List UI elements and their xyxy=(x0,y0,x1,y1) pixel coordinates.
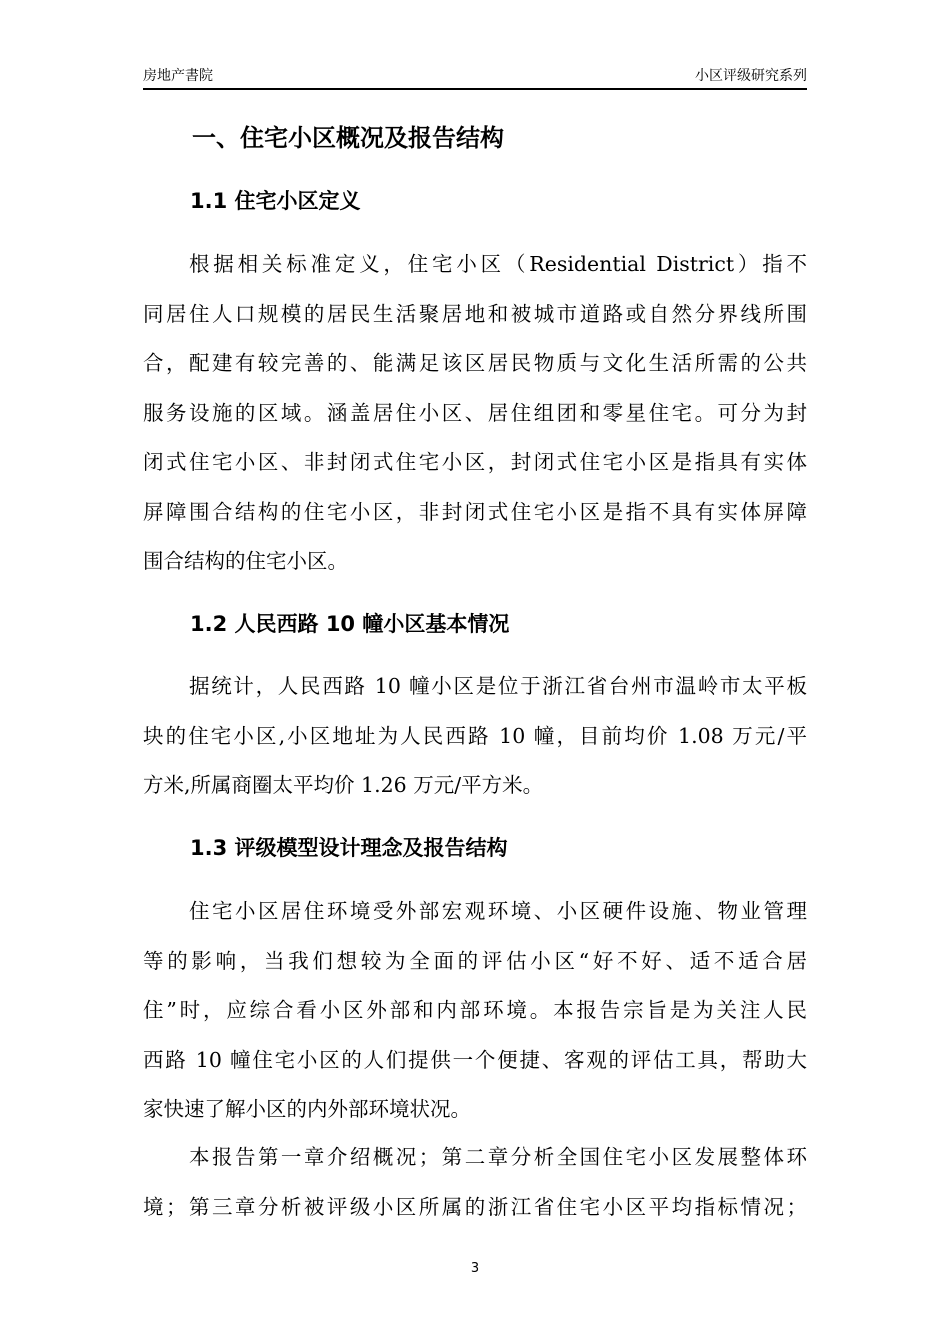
text-line: 家快速了解小区的内外部环境状况。 xyxy=(143,1097,471,1121)
header-divider xyxy=(143,88,807,90)
text-line: 住”时，应综合看小区外部和内部环境。本报告宗旨是为关注人民 xyxy=(143,998,807,1022)
header-series-title: 小区评级研究系列 xyxy=(695,68,807,84)
text-line: 根据相关标准定义，住宅小区（Residential District）指不 xyxy=(189,252,807,276)
paragraph-report-structure xyxy=(143,1133,807,1232)
text-line: 西路 10 幢住宅小区的人们提供一个便捷、客观的评估工具，帮助大 xyxy=(143,1047,807,1072)
header-publisher: 房地产書院 xyxy=(143,68,213,84)
text-line: 本报告第一章介绍概况；第二章分析全国住宅小区发展整体环 xyxy=(189,1145,807,1169)
section-title-1-2: 1.2 人民西路 10 幢小区基本情况 xyxy=(190,612,510,636)
text-line: 块的住宅小区,小区地址为人民西路 10 幢，目前均价 1.08 万元/平 xyxy=(143,723,807,748)
paragraph-design-concept xyxy=(143,887,807,1135)
text-line: 方米,所属商圈太平均价 1.26 万元/平方米。 xyxy=(143,773,544,797)
text-line: 闭式住宅小区、非封闭式住宅小区，封闭式住宅小区是指具有实体 xyxy=(143,450,807,474)
section-title-1-3: 1.3 评级模型设计理念及报告结构 xyxy=(190,836,508,860)
text-line: 住宅小区居住环境受外部宏观环境、小区硬件设施、物业管理 xyxy=(189,899,807,923)
text-line: 境；第三章分析被评级小区所属的浙江省住宅小区平均指标情况； xyxy=(143,1194,807,1219)
text-line: 屏障围合结构的住宅小区，非封闭式住宅小区是指不具有实体屏障 xyxy=(143,499,807,524)
text-line: 等的影响，当我们想较为全面的评估小区“好不好、适不适合居 xyxy=(143,948,807,973)
paragraph-basic-info xyxy=(143,662,807,811)
text-line: 同居住人口规模的居民生活聚居地和被城市道路或自然分界线所围 xyxy=(143,301,807,326)
paragraph-definition xyxy=(143,240,807,587)
text-line: 据统计，人民西路 10 幢小区是位于浙江省台州市温岭市太平板 xyxy=(189,674,807,698)
chapter-title: 一、住宅小区概况及报告结构 xyxy=(192,124,504,152)
text-line: 服务设施的区域。涵盖居住小区、居住组团和零星住宅。可分为封 xyxy=(143,400,807,425)
page-header xyxy=(143,66,807,86)
text-line: 合，配建有较完善的、能满足该区居民物质与文化生活所需的公共 xyxy=(143,351,807,375)
text-line: 围合结构的住宅小区。 xyxy=(143,549,348,573)
page-number: 3 xyxy=(470,1261,480,1276)
section-title-1-1: 1.1 住宅小区定义 xyxy=(190,189,361,213)
